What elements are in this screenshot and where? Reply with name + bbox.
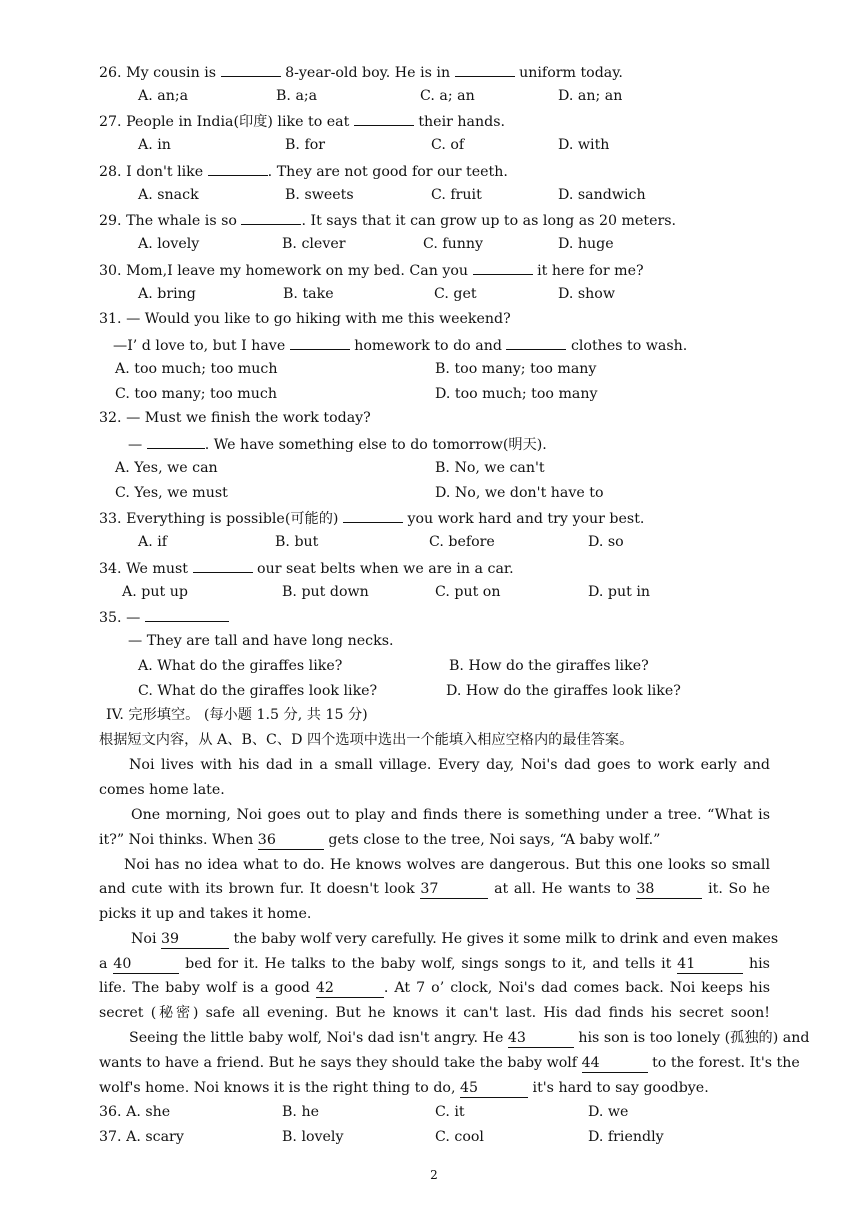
passage-line: Seeing the little baby wolf, Noi's dad isn't angry. He 43 his son is too lonely (孤独的) and [129, 1030, 810, 1046]
passage-line: wants to have a friend. But he says they should take the baby wolf 44 to the forest. It's the [99, 1055, 800, 1071]
option-b: B. lovely [282, 1129, 344, 1145]
option-c: C. cool [435, 1129, 484, 1145]
option-a: A. snack [138, 187, 199, 203]
passage-line: Noi has no idea what to do. He knows wolves are dangerous. But this one looks so small [124, 857, 770, 873]
option-c: C. funny [423, 236, 484, 252]
question-number: 32. [99, 410, 122, 426]
question-text: uniform today. [519, 65, 623, 81]
option-d: D. No, we don't have to [435, 485, 604, 501]
question-31-reply [113, 334, 687, 356]
option-d: D. How do the giraffes look like? [446, 683, 681, 699]
answer-blank[interactable] [290, 334, 350, 350]
blank-38[interactable]: 38 [636, 881, 702, 899]
answer-blank[interactable] [193, 557, 253, 573]
passage-line: secret (秘密) safe all evening. But he knows it can't last. His dad finds his secret soon! [99, 1005, 770, 1021]
option-d: D. huge [558, 236, 614, 252]
answer-blank[interactable] [473, 259, 533, 275]
question-text: it here for me? [537, 263, 644, 279]
option-d: D. sandwich [558, 187, 646, 203]
blank-45[interactable]: 45 [460, 1080, 528, 1098]
passage-line: a 40 bed for it. He talks to the baby wolf, sings songs to it, and tells it 41 his [99, 956, 770, 972]
question-number: 34. [99, 561, 122, 577]
option-c: C. What do the giraffes look like? [138, 683, 378, 699]
question-number: 37. [99, 1129, 122, 1145]
blank-40[interactable]: 40 [113, 956, 179, 974]
passage-line: Noi 39 the baby wolf very carefully. He gives it some milk to drink and even makes [131, 931, 779, 947]
question-32-reply [128, 433, 547, 455]
question-text: We must [126, 561, 188, 577]
question-text: — Would you like to go hiking with me this weekend? [126, 311, 511, 327]
option-b: B. sweets [285, 187, 354, 203]
passage-line: it?” Noi thinks. When 36 gets close to the tree, Noi says, “A baby wolf.” [99, 832, 661, 848]
blank-42[interactable]: 42 [316, 980, 384, 998]
option-c: C. put on [435, 584, 501, 600]
passage-line: life. The baby wolf is a good 42 . At 7 o’ clock, Noi's dad comes back. Noi keeps his [99, 980, 770, 996]
option-d: D. put in [588, 584, 650, 600]
question-text: — Must we finish the work today? [126, 410, 371, 426]
question-number: 35. [99, 610, 122, 626]
option-b: B. put down [282, 584, 369, 600]
option-a: A. What do the giraffes like? [138, 658, 343, 674]
question-text: . We have something else to do tomorrow(明天). [204, 437, 547, 453]
passage-line: wolf's home. Noi knows it is the right thing to do, 45 it's hard to say goodbye. [99, 1080, 709, 1096]
question-text: you work hard and try your best. [407, 511, 645, 527]
option-a: A. an;a [138, 88, 189, 104]
blank-39[interactable]: 39 [161, 931, 229, 949]
option-b: B. No, we can't [435, 460, 545, 476]
option-a: A. she [126, 1104, 171, 1120]
option-a: A. too much; too much [115, 361, 278, 377]
answer-blank[interactable] [145, 606, 229, 622]
option-d: D. we [588, 1104, 629, 1120]
passage-line: One morning, Noi goes out to play and finds there is something under a tree. “What is [131, 807, 770, 823]
question-text: clothes to wash. [570, 338, 688, 354]
question-number: 26. [99, 65, 122, 81]
option-c: C. a; an [420, 88, 475, 104]
question-text: People in India(印度) like to eat [126, 114, 350, 130]
option-b: B. too many; too many [435, 361, 597, 377]
question-text: — [128, 437, 143, 453]
question-30 [99, 259, 644, 281]
question-34 [99, 557, 514, 579]
answer-blank[interactable] [506, 334, 566, 350]
option-a: A. scary [126, 1129, 184, 1145]
option-c: C. of [431, 137, 465, 153]
option-a: A. lovely [138, 236, 200, 252]
question-31 [99, 309, 511, 329]
page-number: 2 [430, 1168, 438, 1182]
answer-blank[interactable] [343, 507, 403, 523]
question-number: 27. [99, 114, 122, 130]
passage-line: and cute with its brown fur. It doesn't look 37 at all. He wants to 38 it. So he [99, 881, 770, 897]
option-c: C. before [429, 534, 495, 550]
option-a: A. in [138, 137, 171, 153]
option-d: D. so [588, 534, 624, 550]
question-text: The whale is so [126, 213, 237, 229]
option-b: B. How do the giraffes like? [449, 658, 649, 674]
question-text: Everything is possible(可能的) [126, 511, 339, 527]
blank-36[interactable]: 36 [258, 832, 324, 850]
blank-37[interactable]: 37 [420, 881, 488, 899]
option-b: B. but [275, 534, 319, 550]
question-text: their hands. [418, 114, 506, 130]
question-text: . They are not good for our teeth. [267, 164, 508, 180]
option-b: B. a;a [276, 88, 318, 104]
option-c: C. Yes, we must [115, 485, 228, 501]
option-d: D. too much; too many [435, 386, 598, 402]
option-a: A. if [138, 534, 168, 550]
option-c: C. it [435, 1104, 465, 1120]
option-b: B. take [283, 286, 334, 302]
answer-blank[interactable] [208, 160, 268, 176]
question-35-reply: — They are tall and have long necks. [128, 633, 394, 649]
option-b: B. clever [282, 236, 346, 252]
question-37 [99, 1127, 184, 1147]
question-number: 30. [99, 263, 122, 279]
answer-blank[interactable] [354, 110, 414, 126]
option-c: C. get [434, 286, 477, 302]
option-a: A. bring [138, 286, 196, 302]
section-instruction: 根据短文内容，从 A、B、C、D 四个选项中选出一个能填入相应空格内的最佳答案。 [99, 732, 634, 748]
blank-41[interactable]: 41 [677, 956, 743, 974]
question-number: 33. [99, 511, 122, 527]
question-35 [99, 606, 229, 628]
question-text: 8-year-old boy. He is in [285, 65, 451, 81]
question-text: Mom,I leave my homework on my bed. Can you [126, 263, 469, 279]
question-number: 36. [99, 1104, 122, 1120]
passage-line: Noi lives with his dad in a small village. Every day, Noi's dad goes to work early and [129, 757, 770, 773]
question-26 [99, 61, 623, 83]
option-d: D. friendly [588, 1129, 664, 1145]
question-33 [99, 507, 644, 529]
option-d: D. an; an [558, 88, 623, 104]
question-number: 28. [99, 164, 122, 180]
question-28 [99, 160, 508, 182]
answer-blank[interactable] [455, 61, 515, 77]
passage-line: comes home late. [99, 782, 225, 798]
question-text: our seat belts when we are in a car. [257, 561, 514, 577]
question-text: . It says that it can grow up to as long as 20 meters. [301, 213, 677, 229]
option-d: D. show [558, 286, 615, 302]
answer-blank[interactable] [241, 209, 301, 225]
question-32 [99, 408, 371, 428]
option-a: A. Yes, we can [115, 460, 218, 476]
question-29 [99, 209, 676, 231]
option-a: A. put up [122, 584, 188, 600]
blank-43[interactable]: 43 [508, 1030, 574, 1048]
answer-blank[interactable] [147, 433, 205, 449]
option-d: D. with [558, 137, 610, 153]
question-text: I don't like [126, 164, 204, 180]
question-text: — [126, 610, 141, 626]
passage-line: picks it up and takes it home. [99, 906, 312, 922]
question-text: —I’ d love to, but I have [113, 338, 286, 354]
option-b: B. for [285, 137, 326, 153]
section-heading: IV. 完形填空。 (每小题 1.5 分, 共 15 分) [106, 707, 368, 723]
answer-blank[interactable] [221, 61, 281, 77]
question-number: 31. [99, 311, 122, 327]
option-b: B. he [282, 1104, 319, 1120]
option-c: C. fruit [431, 187, 482, 203]
question-27 [99, 110, 505, 132]
option-c: C. too many; too much [115, 386, 277, 402]
question-number: 29. [99, 213, 122, 229]
blank-44[interactable]: 44 [582, 1055, 648, 1073]
question-text: My cousin is [126, 65, 217, 81]
question-text: homework to do and [354, 338, 502, 354]
question-36 [99, 1102, 170, 1122]
